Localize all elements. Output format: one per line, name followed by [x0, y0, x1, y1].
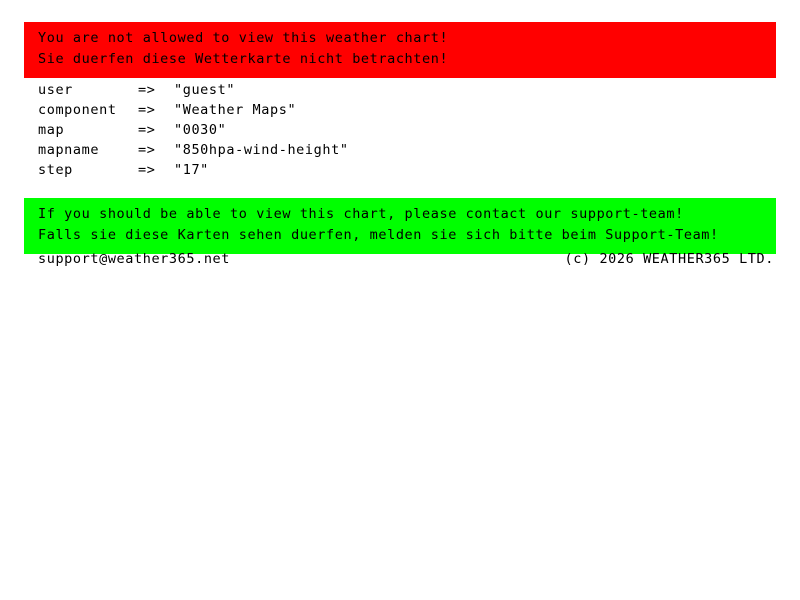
- parameter-row-step: [38, 160, 738, 180]
- error-banner-line-en: You are not allowed to view this weather chart!: [38, 30, 449, 46]
- parameter-key: component: [38, 102, 117, 118]
- parameter-key: mapname: [38, 142, 100, 158]
- footer: [38, 250, 774, 269]
- parameter-value: "guest": [174, 82, 236, 98]
- parameter-arrow: =>: [138, 162, 156, 178]
- parameter-key: user: [38, 82, 73, 98]
- support-banner: [24, 198, 776, 254]
- parameter-list: [38, 80, 738, 180]
- parameter-value: "0030": [174, 122, 227, 138]
- parameter-value: "17": [174, 162, 209, 178]
- parameter-row-component: [38, 100, 738, 120]
- parameter-key: map: [38, 122, 65, 138]
- support-email-link[interactable]: support@weather365.net: [38, 251, 231, 267]
- copyright-text: (c) 2026 WEATHER365 LTD.: [564, 251, 774, 267]
- support-banner-line-en: If you should be able to view this chart, please contact our support-team!: [38, 206, 684, 222]
- parameter-key: step: [38, 162, 73, 178]
- parameter-arrow: =>: [138, 142, 156, 158]
- parameter-row-mapname: [38, 140, 738, 160]
- parameter-value: "850hpa-wind-height": [174, 142, 349, 158]
- error-banner-line-de: Sie duerfen diese Wetterkarte nicht betrachten!: [38, 51, 449, 67]
- parameter-arrow: =>: [138, 82, 156, 98]
- parameter-arrow: =>: [138, 122, 156, 138]
- error-banner: [24, 22, 776, 78]
- parameter-row-map: [38, 120, 738, 140]
- parameter-arrow: =>: [138, 102, 156, 118]
- support-banner-line-de: Falls sie diese Karten sehen duerfen, melden sie sich bitte beim Support-Team!: [38, 227, 719, 243]
- parameter-row-user: [38, 80, 738, 100]
- parameter-value: "Weather Maps": [174, 102, 297, 118]
